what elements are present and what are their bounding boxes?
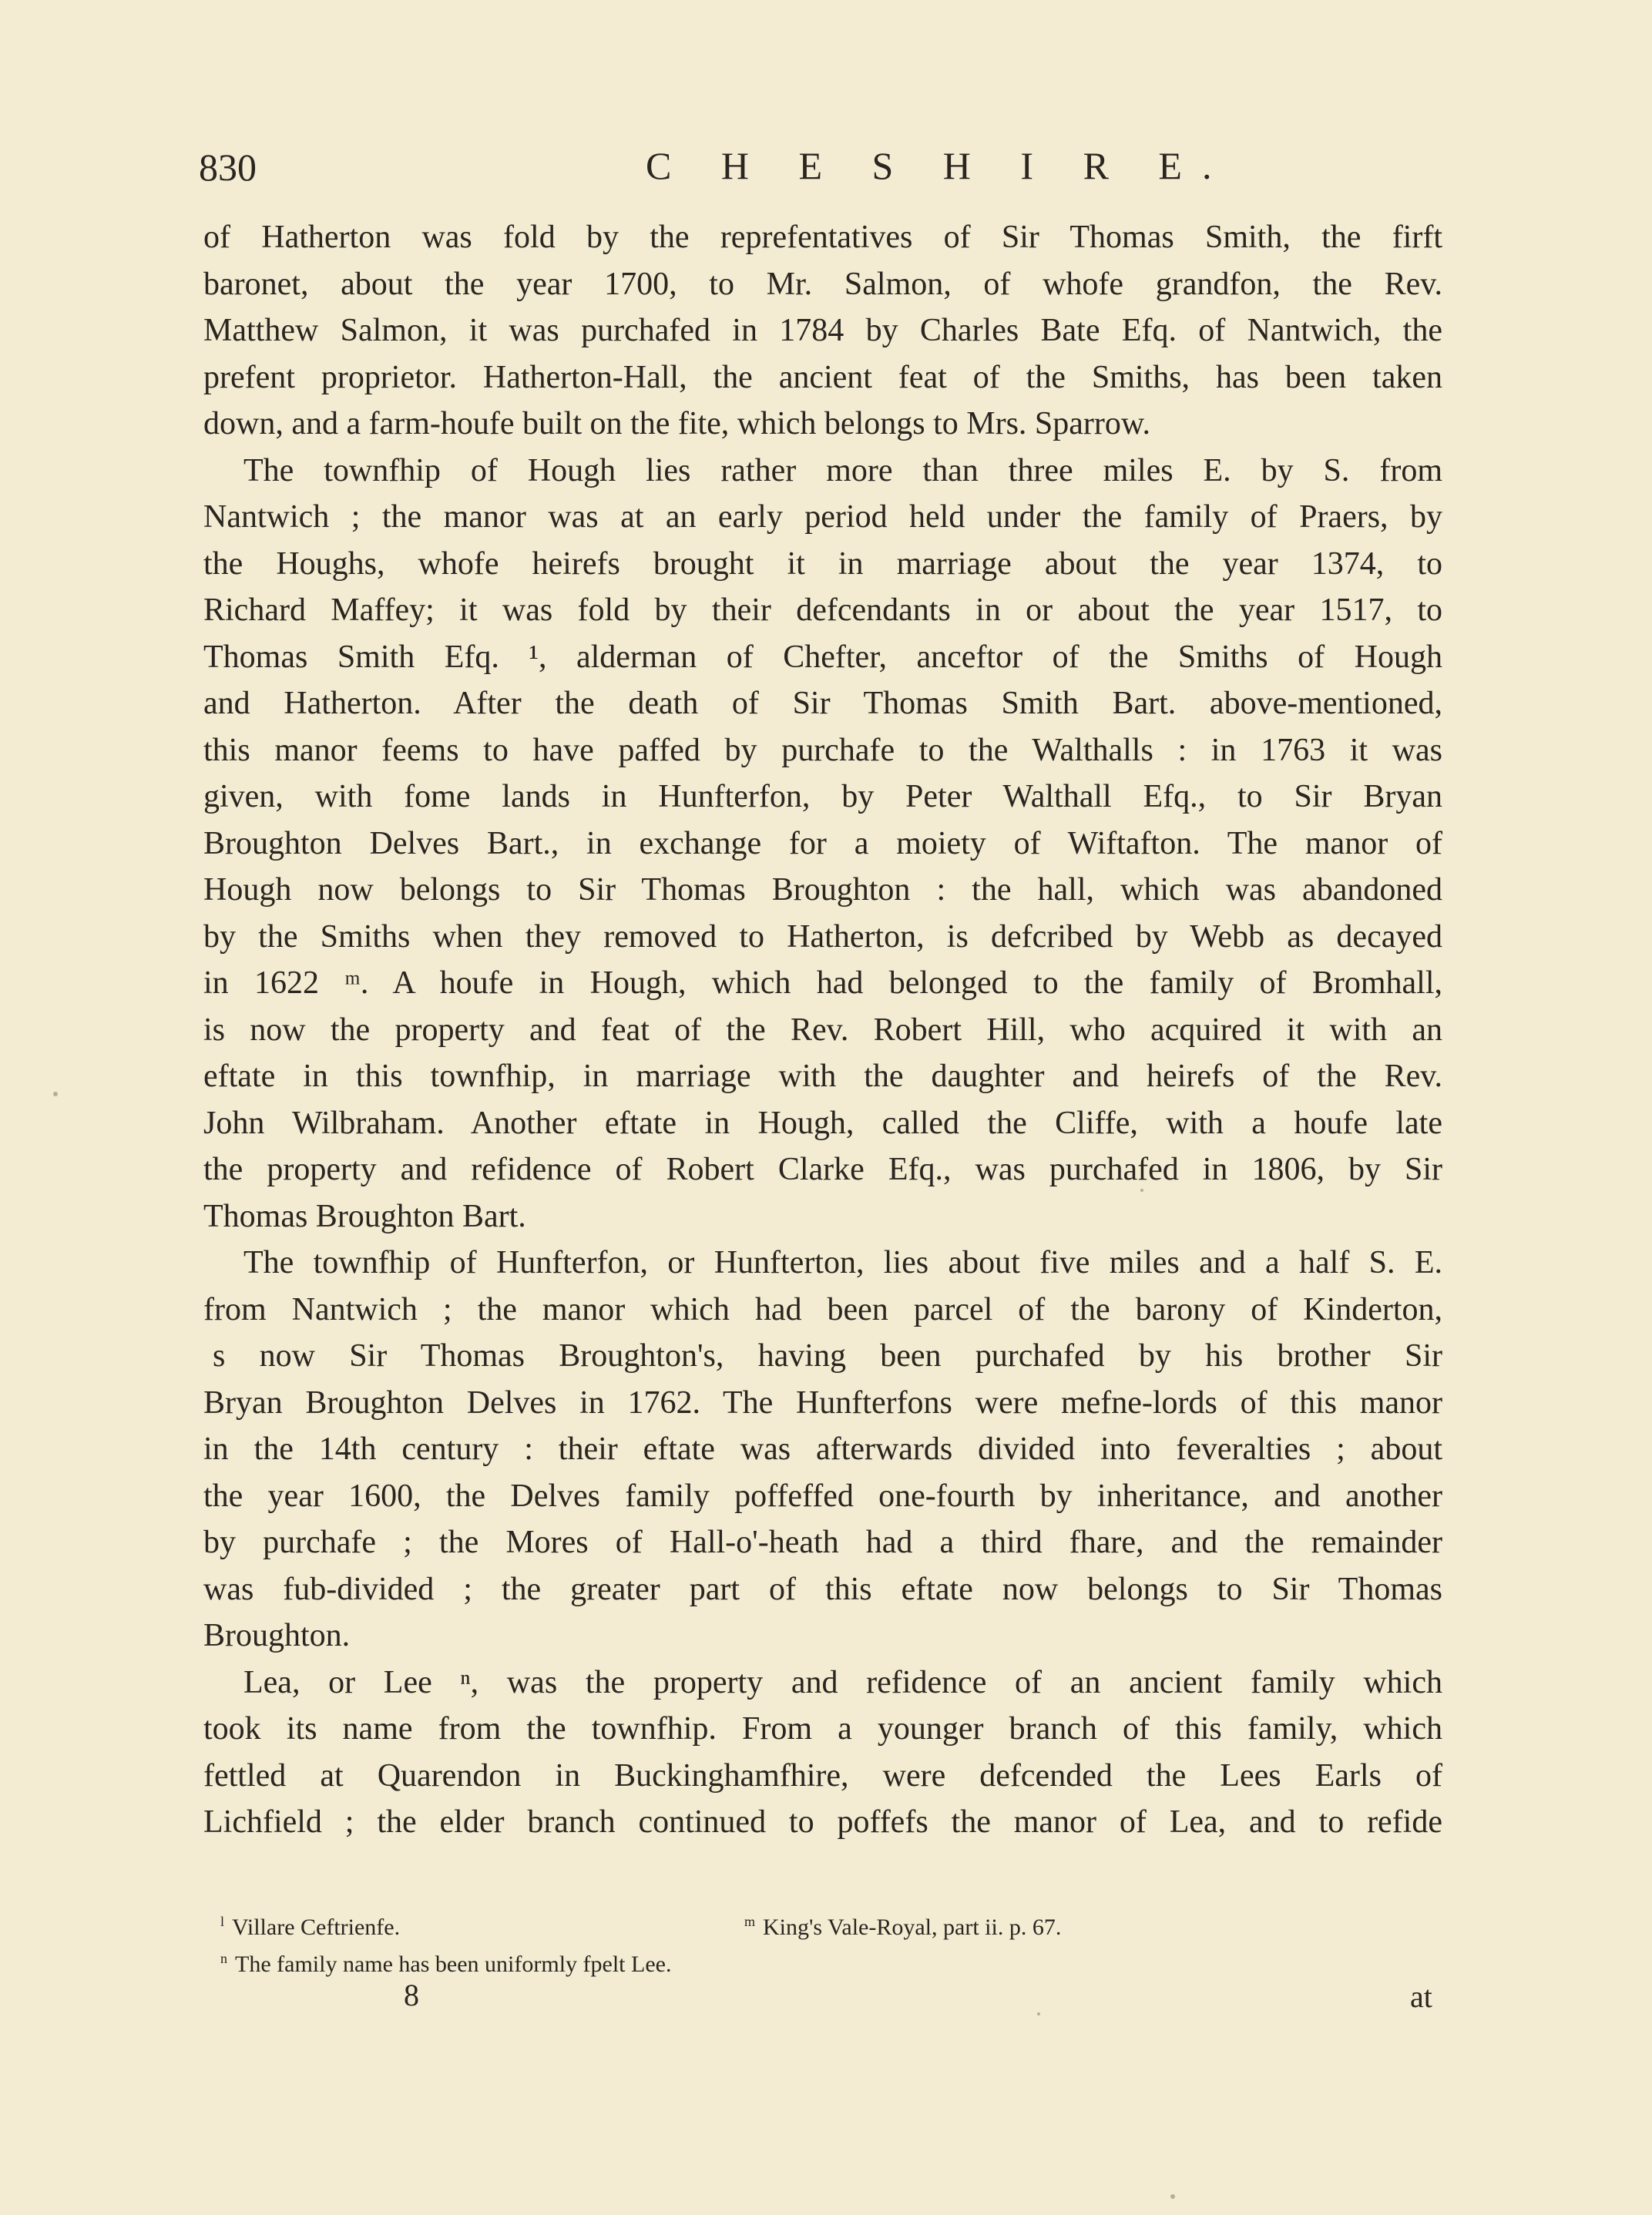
- text-line: Broughton.: [203, 1618, 351, 1653]
- text-line: John Wilbraham. Another eftate in Hough, called the Cliffe, with a houfe late: [203, 1105, 1442, 1141]
- text-line: the Houghs, whofe heirefs brought it in marriage about the year 1374, to: [203, 545, 1442, 582]
- footnote-text: Villare Ceftrienfe.: [232, 1915, 401, 1940]
- text-line: by the Smiths when they removed to Hatherton, is defcribed by Webb as decayed: [203, 918, 1442, 955]
- text-line: Nantwich ; the manor was at an early period held under the family of Praers, by: [203, 499, 1442, 535]
- speck: [1170, 2194, 1175, 2199]
- text-line: by purchafe ; the Mores of Hall-o'-heath had a third fhare, and the remainder: [203, 1525, 1442, 1560]
- text-line: given, with fome lands in Hunfterfon, by Peter Walthall Efq., to Sir Bryan: [203, 779, 1442, 814]
- footnote-mark: l: [220, 1914, 225, 1929]
- text-line: s now Sir Thomas Broughton's, having been purchafed by his brother Sir: [213, 1338, 1442, 1374]
- footnote-text: King's Vale-Royal, part ii. p. 67.: [763, 1915, 1062, 1940]
- text-line: this manor feems to have paffed by purchafe to the Walthalls : in 1763 it was: [203, 732, 1442, 768]
- text-line: fettled at Quarendon in Buckinghamfhire, were defcended the Lees Earls of: [203, 1757, 1442, 1794]
- text-line: Bryan Broughton Delves in 1762. The Hunfterfons were mefne-lords of this manor: [203, 1384, 1442, 1421]
- footnote-mark: n: [220, 1951, 227, 1966]
- text-line: in 1622 ᵐ. A houfe in Hough, which had belonged to the family of Bromhall,: [203, 965, 1442, 1001]
- text-line: the year 1600, the Delves family poffeffed one-fourth by inheritance, and another: [203, 1478, 1442, 1514]
- text-line: of Hatherton was fold by the reprefentatives of Sir Thomas Smith, the firft: [203, 220, 1442, 255]
- text-line: down, and a farm-houfe built on the fite, which belongs to Mrs. Sparrow.: [203, 406, 1151, 441]
- text-line: took its name from the townfhip. From a younger branch of this family, which: [203, 1711, 1442, 1747]
- page-number: 830: [199, 146, 257, 189]
- text-line: in the 14th century : their eftate was afterwards divided into feveralties ; about: [203, 1431, 1442, 1467]
- text-line: and Hatherton. After the death of Sir Thomas Smith Bart. above-mentioned,: [203, 686, 1442, 721]
- text-line: Matthew Salmon, it was purchafed in 1784 by Charles Bate Efq. of Nantwich, the: [203, 313, 1442, 348]
- body-text: [203, 214, 1442, 1846]
- catchword: at: [1410, 1979, 1432, 2014]
- text-line: eftate in this townfhip, in marriage with the daughter and heirefs of the Rev.: [203, 1059, 1442, 1094]
- signature-mark: 8: [404, 1978, 419, 2012]
- text-line: The townfhip of Hough lies rather more than three miles E. by S. from: [243, 452, 1442, 488]
- footnotes: [220, 1903, 1422, 1977]
- speck: [53, 1092, 58, 1096]
- text-line: baronet, about the year 1700, to Mr. Salmon, of whofe grandfon, the Rev.: [203, 266, 1442, 302]
- text-line: Broughton Delves Bart., in exchange for a moiety of Wiftafton. The manor of: [203, 825, 1442, 861]
- text-line: the property and refidence of Robert Clarke Efq., was purchafed in 1806, by Sir: [203, 1152, 1442, 1187]
- text-line: Thomas Smith Efq. ¹, alderman of Chefter, anceftor of the Smiths of Hough: [203, 639, 1442, 675]
- text-line: Lea, or Lee ⁿ, was the property and refidence of an ancient family which: [243, 1664, 1442, 1700]
- text-line: was fub-divided ; the greater part of this eftate now belongs to Sir Thomas: [203, 1571, 1442, 1607]
- text-line: Thomas Broughton Bart.: [203, 1198, 526, 1234]
- text-line: is now the property and feat of the Rev. Robert Hill, who acquired it with an: [203, 1012, 1442, 1048]
- text-line: The townfhip of Hunfterfon, or Hunfterton, lies about five miles and a half S. E.: [243, 1245, 1442, 1280]
- text-line: Lichfield ; the elder branch continued to poffefs the manor of Lea, and to refide: [203, 1804, 1442, 1840]
- text-line: Hough now belongs to Sir Thomas Broughton : the hall, which was abandoned: [203, 872, 1442, 908]
- text-line: from Nantwich ; the manor which had been parcel of the barony of Kinderton,: [203, 1291, 1442, 1327]
- footnote-mark: m: [744, 1914, 756, 1929]
- speck: [1037, 2012, 1040, 2015]
- footnote-n: [220, 1940, 671, 1983]
- running-head: C H E S H I R E.: [646, 144, 1232, 187]
- text-line: Richard Maffey; it was fold by their defcendants in or about the year 1517, to: [203, 592, 1442, 628]
- text-line: prefent proprietor. Hatherton-Hall, the ancient feat of the Smiths, has been taken: [203, 359, 1442, 395]
- footnote-text: The family name has been uniformly fpelt Lee.: [235, 1952, 672, 1977]
